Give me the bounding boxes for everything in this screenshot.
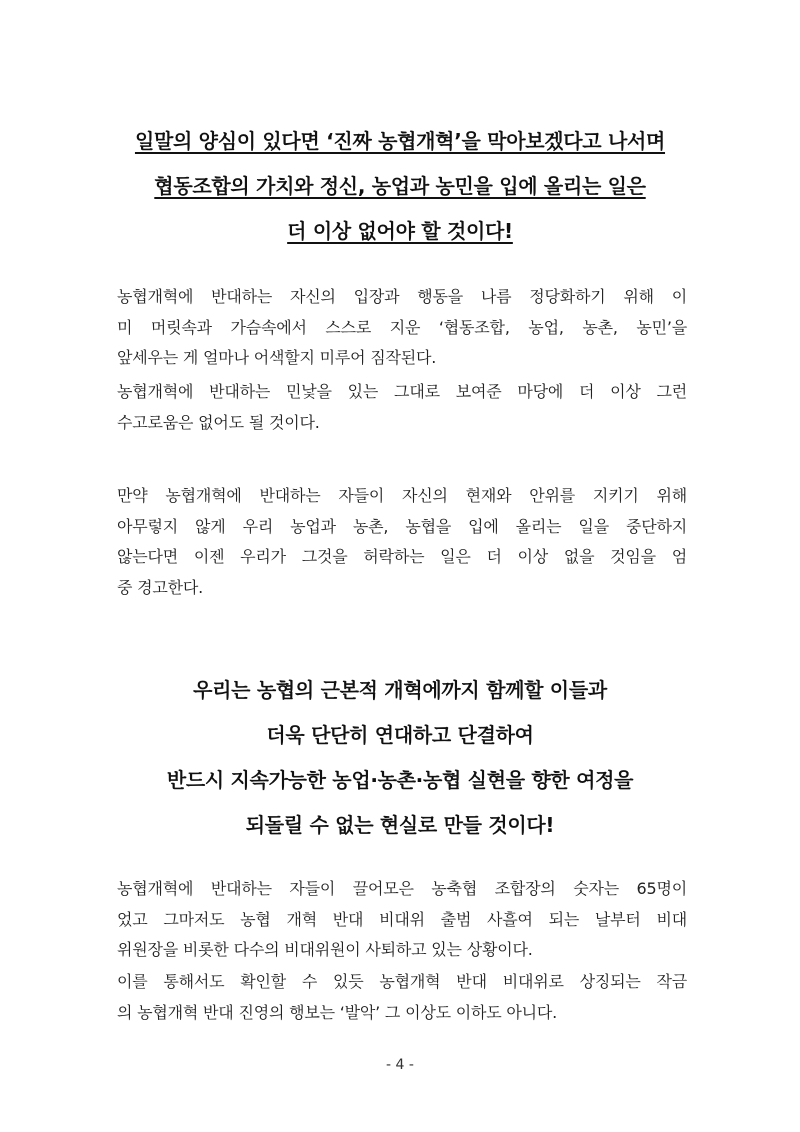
- paragraph-4-line-2: 었고 그마저도 농협 개혁 반대 비대위 출범 사흘여 되는 날부터 비대: [117, 909, 687, 929]
- page-number: - 4 -: [386, 1057, 414, 1073]
- paragraph-3-line-1: 만약 농협개혁에 반대하는 자들이 자신의 현재와 안위를 지키기 위해: [117, 486, 687, 505]
- heading-1: [100, 119, 700, 254]
- paragraph-1: [117, 282, 687, 374]
- paragraph-5-line-2: 의 농협개혁 반대 진영의 행보는 ‘발악’ 그 이상도 이하도 아니다.: [117, 1002, 558, 1022]
- paragraph-4-line-3: 위원장을 비롯한 다수의 비대위원이 사퇴하고 있는 상황이다.: [117, 940, 533, 959]
- paragraph-2-line-1: 농협개혁에 반대하는 민낯을 있는 그대로 보여준 마당에 더 이상 그런: [117, 382, 687, 401]
- paragraph-3-line-3: 않는다면 이젠 우리가 그것을 허락하는 일은 더 이상 없을 것임을 엄: [117, 547, 687, 566]
- paragraph-3-line-4: 중 경고한다.: [117, 577, 204, 597]
- paragraph-1-line-1: 농협개혁에 반대하는 자신의 입장과 행동을 나름 정당화하기 위해 이: [117, 287, 687, 306]
- paragraph-5-line-1: 이를 통해서도 확인할 수 있듯 농협개혁 반대 비대위로 상징되는 작금: [117, 972, 687, 991]
- heading-2-line-3: 반드시 지속가능한 농업·농촌·농협 실현을 향한 여정을: [166, 768, 634, 792]
- paragraph-1-line-3: 앞세우는 게 얼마나 어색할지 미루어 짐작된다.: [117, 348, 437, 367]
- paragraph-4-line-1: 농협개혁에 반대하는 자들이 끌어모은 농축협 조합장의 숫자는 65명이: [117, 879, 687, 898]
- heading-1-line-2: 협동조합의 가치와 정신, 농업과 농민을 입에 올리는 일은: [154, 174, 646, 198]
- paragraph-2-line-2: 수고로움은 없어도 될 것이다.: [117, 412, 320, 432]
- paragraph-1-line-2: 미 머릿속과 가슴속에서 스스로 지운 ‘협동조합, 농업, 농촌, 농민’을: [117, 317, 687, 337]
- paragraph-5: [117, 967, 687, 1028]
- paragraph-2: [117, 377, 687, 438]
- heading-1-line-3: 더 이상 없어야 할 것이다!: [287, 219, 513, 243]
- heading-2-line-2: 더욱 단단히 연대하고 단결하여: [266, 723, 534, 747]
- heading-1-line-1: 일말의 양심이 있다면 ‘진짜 농협개혁’을 막아보겠다고 나서며: [134, 129, 666, 153]
- heading-2-line-4: 되돌릴 수 없는 현실로 만들 것이다!: [245, 813, 555, 837]
- paragraph-3-line-2: 아무렇지 않게 우리 농업과 농촌, 농협을 입에 올리는 일을 중단하지: [117, 516, 687, 536]
- paragraph-3: [117, 481, 687, 603]
- heading-2-line-1: 우리는 농협의 근본적 개혁에까지 함께할 이들과: [193, 678, 607, 702]
- heading-2: [100, 668, 700, 848]
- paragraph-4: [117, 874, 687, 966]
